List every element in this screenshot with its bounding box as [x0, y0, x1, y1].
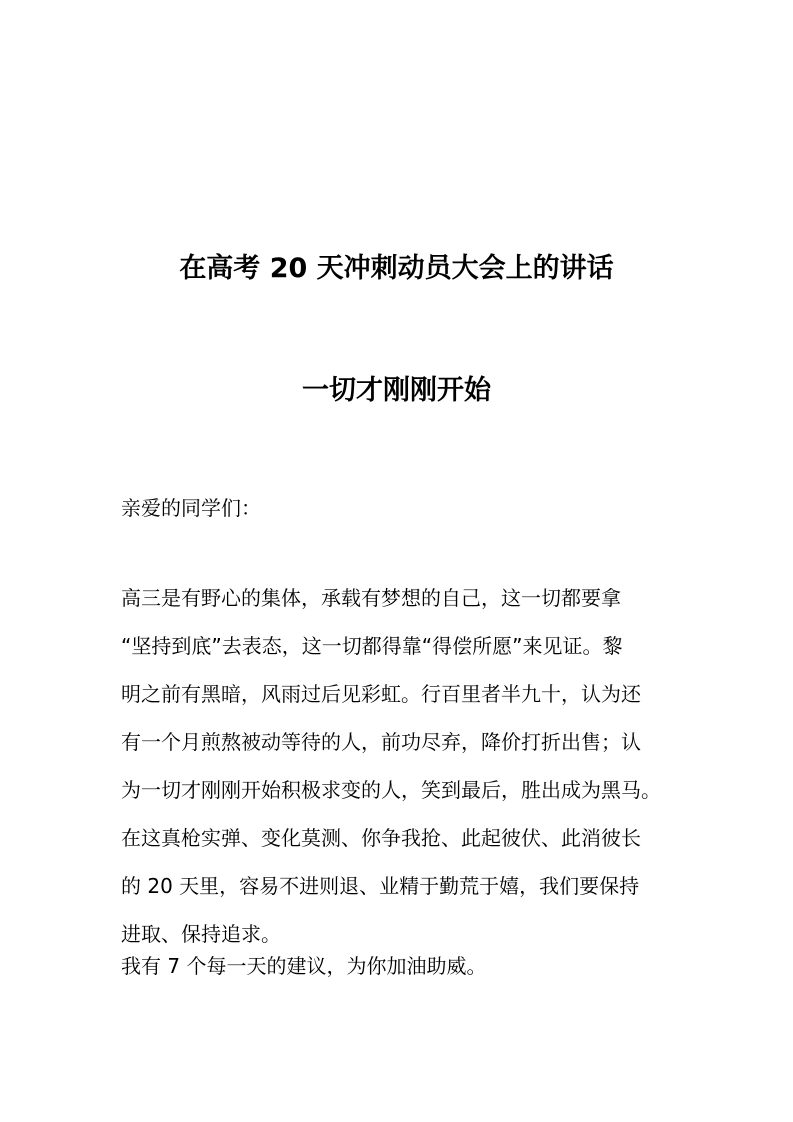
closing-paragraph: 我有 7 个每一天的建议，为你加油助威。 [121, 954, 487, 978]
paragraph-line: 为一切才刚刚开始积极求变的人，笑到最后，胜出成为黑马。 [121, 778, 661, 802]
document-title: 在高考 20 天冲刺动员大会上的讲话 [179, 253, 614, 284]
paragraph-line: 高三是有野心的集体，承载有梦想的自己，这一切都要拿 [121, 586, 621, 610]
greeting: 亲爱的同学们： [121, 496, 261, 520]
paragraph-line: 在这真枪实弹、变化莫测、你争我抢、此起彼伏、此消彼长 [121, 826, 641, 850]
body-paragraph [121, 574, 691, 958]
paragraph-line: 进取、保持追求。 [121, 922, 281, 946]
paragraph-line: 明之前有黑暗，风雨过后见彩虹。行百里者半九十，认为还 [121, 682, 641, 706]
paragraph-line: “坚持到底”去表态，这一切都得靠“得偿所愿”来见证。黎 [121, 634, 623, 658]
paragraph-line: 有一个月煎熬被动等待的人，前功尽弃，降价打折出售；认 [121, 730, 641, 754]
paragraph-line: 的 20 天里，容易不进则退、业精于勤荒于嬉，我们要保持 [121, 874, 640, 898]
document-subtitle: 一切才刚刚开始 [302, 375, 491, 406]
